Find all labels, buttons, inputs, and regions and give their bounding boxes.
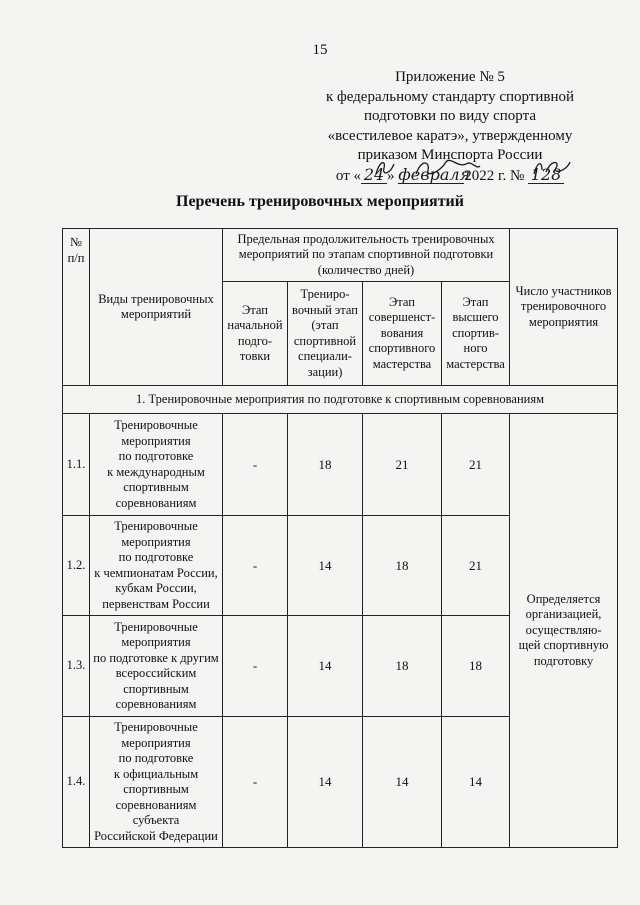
participants-value: Определяется организацией, осуществляю- щей спортивную подготовку [510,414,618,848]
value-initial: - [223,414,288,516]
header-stage-higher: Этап высшего спортив- ного мастерства [442,282,510,386]
appendix-line: подготовки по виду спорта [364,108,536,125]
section-row [63,386,618,414]
header-stage-training: Трениро- вочный этап (этап спортивной специали- зации) [288,282,363,386]
value-training: 14 [288,516,363,616]
row-num: 1.1. [63,414,90,516]
value-initial: - [223,717,288,848]
header-duration-group: Предельная продолжительность тренировочных мероприятий по этапам спортивной подготовки (количество дней) [223,229,510,282]
value-training: 14 [288,616,363,717]
row-activity: Тренировочные мероприятия по подготовке к другим всероссийским спортивным соревнованиям [90,616,223,717]
header-participants: Число участников тренировочного мероприятия [510,229,618,386]
value-improvement: 21 [363,414,442,516]
value-training: 14 [288,717,363,848]
value-higher: 21 [442,516,510,616]
handwritten-month: февраля [398,164,471,184]
header-num: № п/п [63,229,90,386]
date-prefix: от « [335,167,362,184]
handwritten-day: 24 [361,166,387,184]
row-num: 1.2. [63,516,90,616]
value-improvement: 18 [363,616,442,717]
header-stage-improvement: Этап совершенст- вования спортивного мастерства [363,282,442,386]
value-improvement: 14 [363,717,442,848]
header-stage-initial: Этап начальной подго- товки [223,282,288,386]
row-activity: Тренировочные мероприятия по подготовке к международным спортивным соревнованиям [90,414,223,516]
value-training: 18 [288,414,363,516]
row-activity: Тренировочные мероприятия по подготовке к официальным спортивным соревнованиям субъекта Российской Федерации [90,717,223,848]
document-title: Перечень тренировочных мероприятий [176,193,464,210]
row-num: 1.4. [63,717,90,848]
training-activities-table [62,228,618,848]
handwriting-scribble [366,154,586,182]
table-row [63,414,618,516]
row-activity: Тренировочные мероприятия по подготовке к чемпионатам России, кубкам России, первенствам России [90,516,223,616]
value-higher: 18 [442,616,510,717]
value-higher: 21 [442,414,510,516]
value-improvement: 18 [363,516,442,616]
value-initial: - [223,516,288,616]
row-num: 1.3. [63,616,90,717]
value-initial: - [223,616,288,717]
appendix-line: к федеральному стандарту спортивной [325,88,575,105]
date-mid: » [387,167,399,184]
appendix-line: «всестилевое каратэ», утвержденному [327,127,573,144]
header-row-top [63,229,618,282]
page-number: 15 [312,42,328,58]
section-title: 1. Тренировочные мероприятия по подготовке к спортивным соревнованиям [63,386,618,414]
date-year: 2022 г. № [464,167,529,184]
appendix-line: приказом Минспорта России [357,147,543,164]
appendix-line: Приложение № 5 [395,69,505,85]
handwritten-number: 128 [528,166,564,184]
header-activity: Виды тренировочных мероприятий [90,229,223,386]
value-higher: 14 [442,717,510,848]
